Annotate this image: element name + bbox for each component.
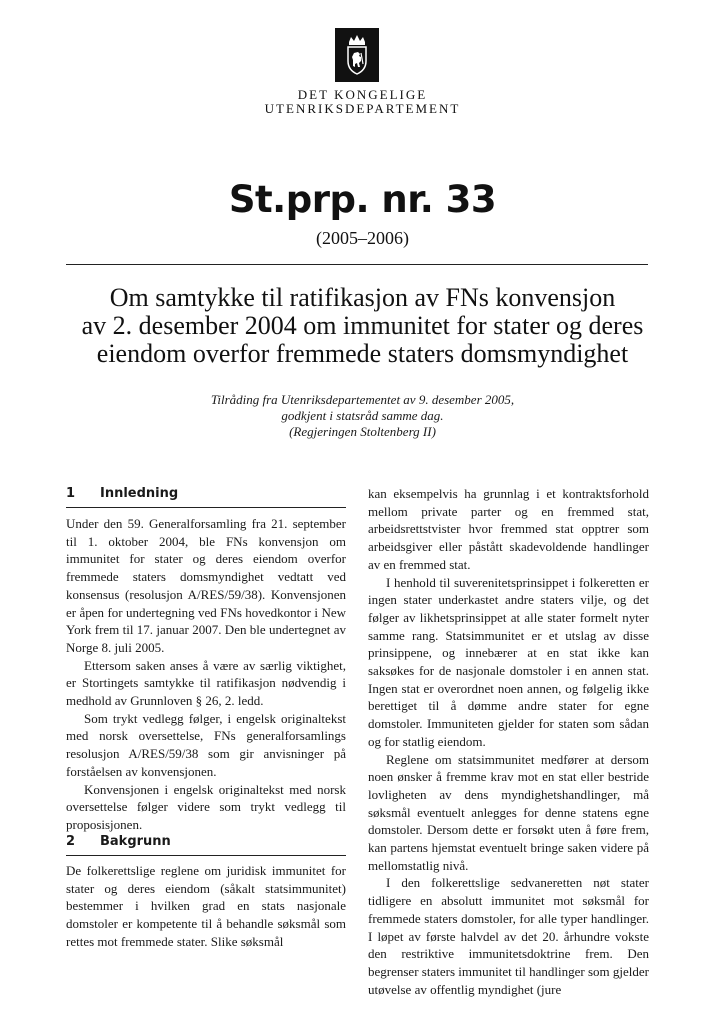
paragraph: Konvensjonen i engelsk originaltekst med norsk oversettelse følger videre som trykt vedlegg til proposisjonen. — [66, 781, 346, 832]
paragraph: kan eksempelvis ha grunnlag i et kontraktsforhold mellom private parter og en fremmed stat, arbeidsrettstvister hvor fremmed stat opptrer som arbeidsgiver eller påstått skadevoldende handlinger av en fremmed stat. — [368, 486, 649, 572]
section-heading-bakgrunn — [66, 834, 346, 856]
section-number: 2 — [66, 834, 76, 849]
section-heading-innledning — [66, 486, 346, 508]
subject-line: Om samtykke til ratifikasjon av FNs konvensjon — [109, 283, 616, 312]
recommendation-line: (Regjeringen Stoltenberg II) — [289, 424, 436, 439]
section-number: 1 — [66, 486, 76, 501]
paragraph: Under den 59. Generalforsamling fra 21. september til 1. oktober 2004, ble FNs konvensjon om immunitet for stater og deres eiendom overfor fremmede staters domsmyndighet vedtatt ved konsensus (resolusjon A/RES/59/38). Konvensjonen er åpen for undertegning ved FNs hovedkontor i New York frem til 17. januar 2007. Den ble undertegnet av Norge 8. juli 2005. — [66, 516, 346, 655]
right-column-text — [368, 485, 649, 998]
recommendation-line: Tilråding fra Utenriksdepartementet av 9. desember 2005, — [210, 392, 515, 407]
ministry-name-line1: DET KONGELIGE — [297, 87, 428, 102]
paragraph: De folkerettslige reglene om juridisk immunitet for stater og deres eiendom (såkalt statsimmunitet) bestemmer i hvilken grad en stats nasjonale domstoler er kompetente til å behandle søksmål som rettes mot fremmede stater. Slike søksmål — [66, 863, 346, 949]
ministry-name-line2: UTENRIKSDEPARTEMENT — [264, 101, 461, 116]
document-subject — [40, 284, 685, 368]
paragraph: I henhold til suverenitetsprinsippet i folkeretten er ingen stater underkastet andre staters vilje, og det følger av likhetsprinsippet at alle stater formelt nyter samme rang. Statsimmunitet er et utslag av disse prinsippene, og innebærer at en stat ikke kan saksøkes for de nasjonale domstoler i en annen stat. Ingen stat er overordnet noen annen, og følgelig ikke berettiget til å dømme andre stater for egne domstoler. Immuniteten gjelder for staten som sådan og for statlig eiendom. — [368, 574, 649, 749]
session-year: (2005–2006) — [316, 228, 409, 248]
section-body-bakgrunn — [66, 862, 346, 951]
subject-line: av 2. desember 2004 om immunitet for stater og deres — [81, 311, 644, 340]
subject-line: eiendom overfor fremmede staters domsmyndighet — [96, 339, 629, 368]
coat-of-arms-icon — [335, 28, 379, 82]
document-title: St.prp. nr. 33 — [228, 178, 497, 221]
paragraph: Reglene om statsimmunitet medfører at dersom noen ønsker å fremme krav mot en stat eller bestride lovligheten av dens myndighetshandlinger, må søksmål eventuelt anlegges for denne statens egne domstoler. Dersom dette er forsøkt uten å føre frem, kan partens hjemstat eventuelt bringe saken videre på mellomstatlig nivå. — [368, 751, 649, 873]
section-title: Innledning — [100, 486, 179, 501]
recommendation-note — [0, 392, 725, 440]
paragraph: I den folkerettslige sedvaneretten nøt stater tidligere en absolutt immunitet mot søksmål for fremmede staters domstoler, for alle typer handlinger. I løpet av første halvdel av det 20. århundre vokste den restriktive immunitetsdoktrine frem. Den begrenser staters immunitet til handlinger som gjelder utøvelse av offentlig myndighet (jure — [368, 875, 649, 997]
paragraph: Som trykt vedlegg følger, i engelsk originaltekst med norsk oversettelse, FNs generalforsamlings resolusjon A/RES/59/38 som gir anvisninger på forståelsen av konvensjonen. — [66, 710, 346, 779]
section-body-innledning — [66, 515, 346, 834]
section-title: Bakgrunn — [100, 834, 171, 849]
title-divider — [66, 264, 648, 265]
recommendation-line: godkjent i statsråd samme dag. — [281, 408, 444, 423]
paragraph: Ettersom saken anses å være av særlig viktighet, er Stortingets samtykke til ratifikasjon nødvendig i medhold av Grunnloven § 26, 2. ledd. — [66, 657, 346, 709]
